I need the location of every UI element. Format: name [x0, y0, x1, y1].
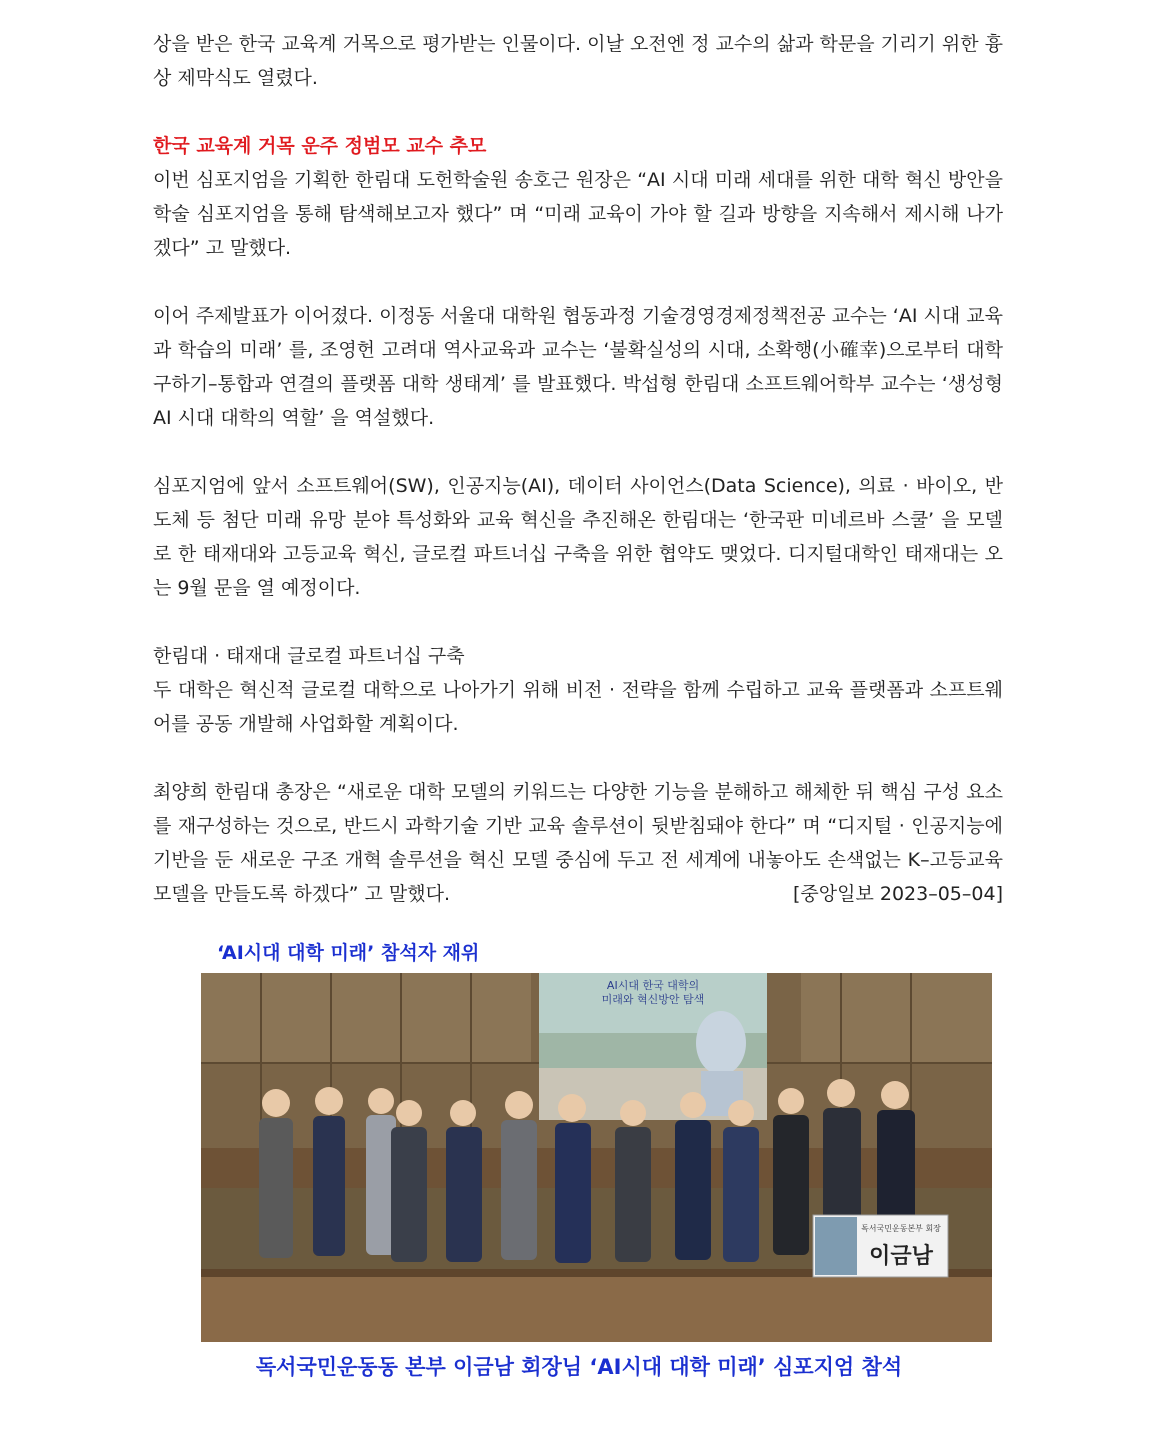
nameplate-org: 독서국민운동본부 회장 — [861, 1224, 941, 1233]
intro-paragraph: 상을 받은 한국 교육계 거목으로 평가받는 인물이다. 이날 오전엔 정 교수의 삶과 학문을 기리기 위한 흉상 제막식도 열렸다. — [153, 33, 1003, 89]
paragraph-5 — [153, 775, 1003, 911]
paragraph-1: 이번 심포지엄을 기획한 한림대 도헌학술원 송호근 원장은 “AI 시대 미래 세대를 위한 대학 혁신 방안을 학술 심포지엄을 통해 탐색해보고자 했다” 며 “미래 교육이 가야 할 길과 방향을 지속해서 제시해 나가겠다” 고 말했다. — [153, 169, 1003, 259]
robot-figure — [696, 1011, 746, 1075]
source-citation: [중앙일보 2023–05–04] — [793, 883, 1003, 905]
front-desk — [201, 1273, 992, 1342]
nameplate-name: 이금남 — [869, 1244, 933, 1269]
screen-title-line2: 미래와 혁신방안 탐색 — [601, 993, 705, 1006]
photo-caption-bottom: 독서국민운동동 본부 이금남 회장님 ‘AI시대 대학 미래’ 심포지엄 참석 — [255, 1355, 903, 1379]
paragraph-2: 이어 주제발표가 이어졌다. 이정동 서울대 대학원 협동과정 기술경영경제정책전공 교수는 ‘AI 시대 교육과 학습의 미래’ 를, 조영헌 고려대 역사교육과 교수는 ‘불확실성의 시대, 소확행(小確幸)으로부터 대학 구하기–통합과 연결의 플랫폼 대학 생태계’ 를 발표했다. 박섭형 한림대 소프트웨어학부 교수는 ‘생성형 AI 시대 대학의 역할’ 을 역설했다. — [153, 305, 1003, 429]
paragraph-4: 두 대학은 혁신적 글로컬 대학으로 나아가기 위해 비전 · 전략을 함께 수립하고 교육 플랫폼과 소프트웨어를 공동 개발해 사업화할 계획이다. — [153, 679, 1003, 735]
screen-title-line1: AI시대 한국 대학의 — [606, 979, 700, 992]
article-body — [153, 27, 1003, 911]
paragraph-5-text: 최양희 한림대 총장은 “새로운 대학 모델의 키워드는 다양한 기능을 분해하고 해체한 뒤 핵심 구성 요소를 재구성하는 것으로, 반드시 과학기술 기반 교육 솔루션이 뒷받침돼야 한다” 며 “디지털 · 인공지능에 기반을 둔 새로운 구조 개혁 솔루션을 혁신 모델 중심에 두고 전 세계에 내놓아도 손색없는 K–고등교육 모델을 만들도록 하겠다” 고 말했다. — [153, 781, 1003, 905]
paragraph-3: 심포지엄에 앞서 소프트웨어(SW), 인공지능(AI), 데이터 사이언스(Data Science), 의료 · 바이오, 반도체 등 첨단 미래 유망 분야 특성화와 교육 혁신을 추진해온 한림대는 ‘한국판 미네르바 스쿨’ 을 모델로 한 태재대와 고등교육 혁신, 글로컬 파트너십 구축을 위한 협약도 맺었다. 디지털대학인 태재대는 오는 9월 문을 열 예정이다. — [153, 475, 1003, 599]
event-photo — [201, 973, 992, 1342]
nameplate — [813, 1215, 948, 1277]
subheading: 한림대 · 태재대 글로컬 파트너십 구축 — [153, 645, 465, 667]
event-photo-illustration — [201, 973, 992, 1342]
section-heading: 한국 교육계 거목 운주 정범모 교수 추모 — [153, 135, 487, 157]
photo-caption-top: ‘AI시대 대학 미래’ 참석자 재위 — [217, 942, 480, 964]
